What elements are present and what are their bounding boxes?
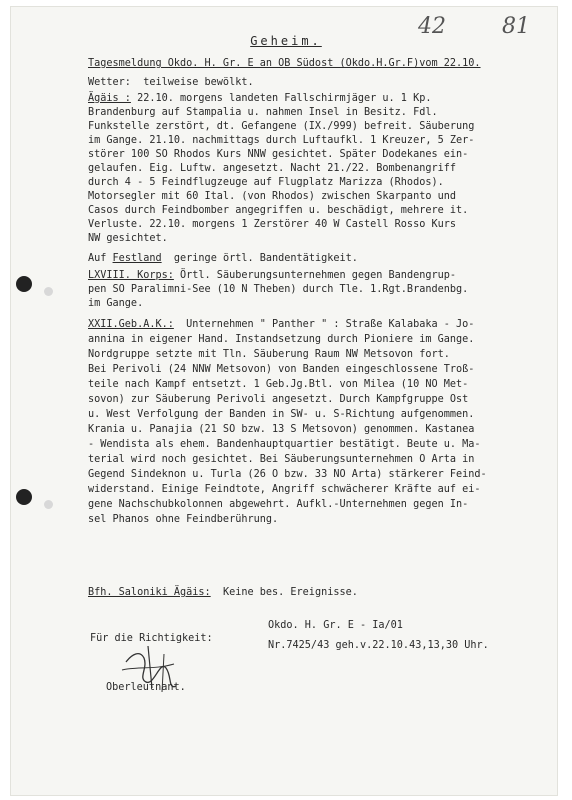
korps68-label: LXVIII. Korps:: [88, 270, 174, 281]
certification-label: Für die Richtigkeit:: [90, 633, 213, 644]
korps22-line: teile nach Kampf entsetzt. 1 Geb.Jg.Btl. von Milea (10 NO Met-: [88, 379, 469, 390]
classification-title: Geheim.: [250, 34, 322, 48]
korps22-line: - Wendista als ehem. Bandenhauptquartier bestätigt. Beute u. Ma-: [88, 439, 481, 450]
festland-line: Auf Festland geringe örtl. Bandentätigkeit.: [88, 253, 358, 264]
handwritten-page-number: 81: [502, 14, 530, 39]
korps22-line: Gegend Sindeknon u. Turla (26 O bzw. 33 NO Arta) stärkerer Feind-: [88, 469, 487, 480]
aegaeis-line: im Gange. 21.10. nachmittags durch Luftaufkl. 1 Kreuzer, 5 Zer-: [88, 135, 475, 146]
korps22-line: Krania u. Panajia (21 SO bzw. 13 S Metsovon) genommen. Kastanea: [88, 424, 475, 435]
aegaeis-line: NW gesichtet.: [88, 233, 168, 244]
korps68-line: pen SO Paralimni-See (10 N Theben) durch Tle. 1.Rgt.Brandenbg.: [88, 284, 469, 295]
aegaeis-label: Ägäis :: [88, 93, 131, 104]
reference-line: Okdo. H. Gr. E - Ia/01: [268, 620, 403, 631]
ink-blot: [16, 276, 32, 292]
signer-rank: Oberleutnant.: [106, 682, 186, 693]
report-subject: Tagesmeldung Okdo. H. Gr. E an OB Südost (Okdo.H.Gr.F)vom 22.10.: [88, 58, 481, 69]
saloniki-line: Bfh. Saloniki Ägäis: Keine bes. Ereignisse.: [88, 587, 358, 598]
korps22-line: sel Phanos ohne Feindberührung.: [88, 514, 279, 525]
aegaeis-line: Verluste. 22.10. morgens 1 Zerstörer 40 W Castell Rosso Kurs: [88, 219, 457, 230]
festland-label: Festland: [112, 253, 162, 264]
aegaeis-line: durch 4 - 5 Feindflugzeuge auf Flugplatz Marizza (Rhodos).: [88, 177, 444, 188]
saloniki-label: Bfh. Saloniki Ägäis:: [88, 587, 211, 598]
punch-hole: [44, 500, 53, 509]
korps68-line: LXVIII. Korps: Örtl. Säuberungsunternehmen gegen Bandengrup-: [88, 270, 457, 281]
aegaeis-line: Funkstelle zerstört, dt. Gefangene (IX./999) befreit. Säuberung: [88, 121, 475, 132]
korps22-line: annina in eigener Hand. Instandsetzung durch Pioniere im Gange.: [88, 334, 475, 345]
korps22-line: widerstand. Einige Feindtote, Angriff schwächerer Kräfte auf ei-: [88, 484, 481, 495]
aegaeis-line: Casos durch Feindbomber angegriffen u. beschädigt, mehrere it.: [88, 205, 469, 216]
korps22-line: gene Nachschubkolonnen abgewehrt. Aufkl.-Unternehmen gegen In-: [88, 499, 469, 510]
weather-line: Wetter: teilweise bewölkt.: [88, 77, 254, 88]
handwritten-page-number: 42: [418, 14, 446, 39]
aegaeis-line: Motorsegler mit 60 Ital. (von Rhodos) zwischen Skarpanto und: [88, 191, 457, 202]
aegaeis-line: störer 100 SO Rhodos Kurs NNW gesichtet. Später Dodekanes ein-: [88, 149, 469, 160]
reference-number: Nr.7425/43 geh.v.22.10.43,13,30 Uhr.: [268, 640, 489, 651]
korps22-line: Bei Perivoli (24 NNW Metsovon) von Banden eingeschlossene Troß-: [88, 364, 475, 375]
korps22-line: sovon) zur Säuberung Perivoli angesetzt. Durch Kampfgruppe Ost: [88, 394, 469, 405]
aegaeis-line: gelaufen. Eig. Luftw. angesetzt. Nacht 21./22. Bombenangriff: [88, 163, 457, 174]
korps22-line: Nordgruppe setzte mit Tln. Säuberung Raum NW Metsovon fort.: [88, 349, 450, 360]
ink-blot: [16, 489, 32, 505]
punch-hole: [44, 287, 53, 296]
korps68-line: im Gange.: [88, 298, 144, 309]
korps22-label: XXII.Geb.A.K.:: [88, 319, 174, 330]
aegaeis-line: Ägäis : 22.10. morgens landeten Fallschirmjäger u. 1 Kp.: [88, 93, 432, 104]
korps22-line: XXII.Geb.A.K.: Unternehmen " Panther " : Straße Kalabaka - Jo-: [88, 319, 475, 330]
korps22-line: terial wird noch gesichtet. Bei Säuberungsunternehmen O Arta in: [88, 454, 475, 465]
korps22-line: u. West Verfolgung der Banden in SW- u. S-Richtung aufgenommen.: [88, 409, 475, 420]
aegaeis-line: Brandenburg auf Stampalia u. nahmen Insel in Besitz. Fdl.: [88, 107, 438, 118]
